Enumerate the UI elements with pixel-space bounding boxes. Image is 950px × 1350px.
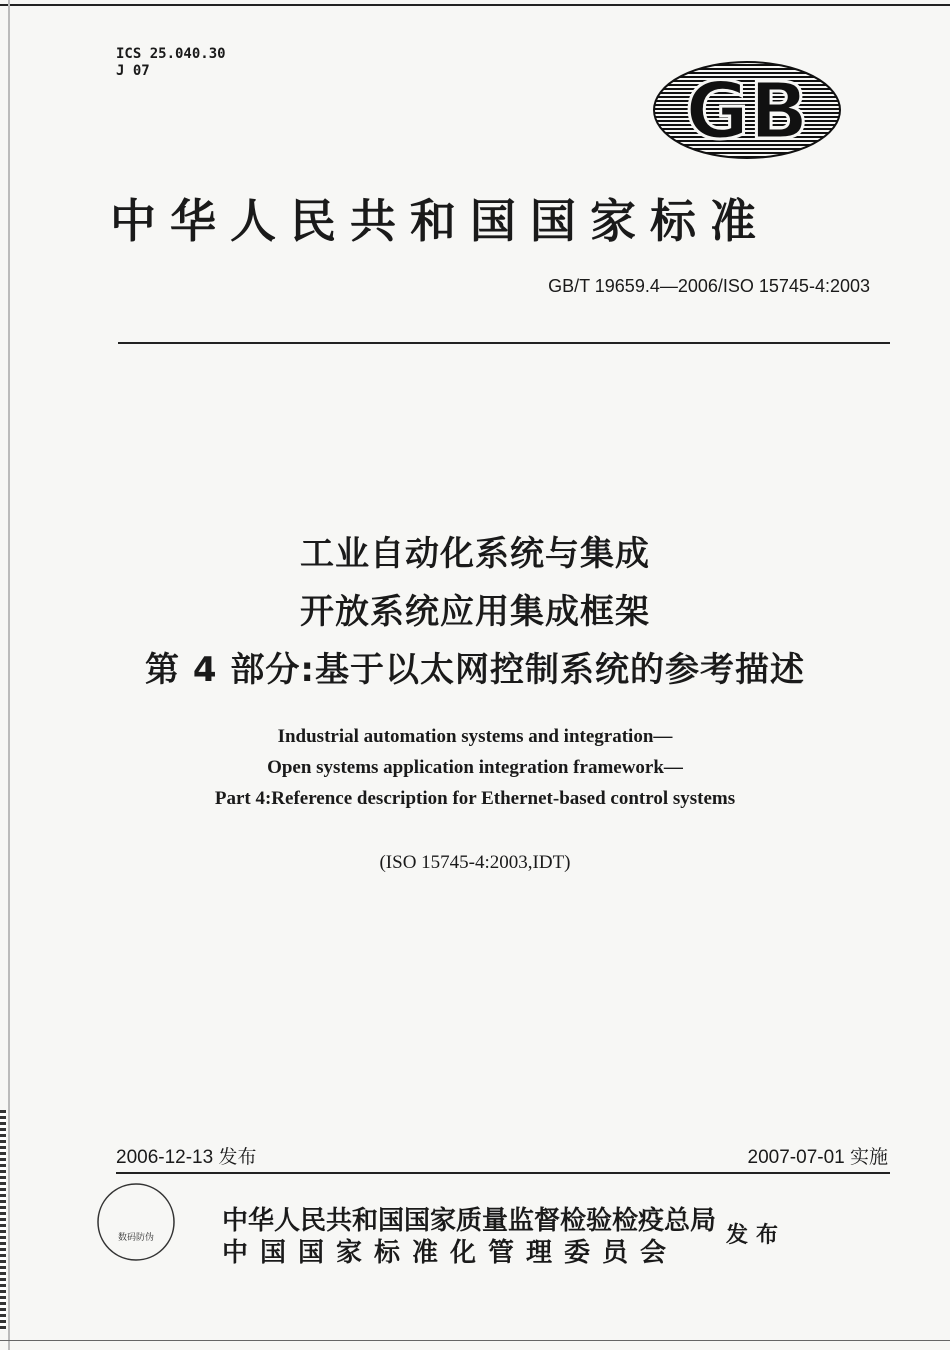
svg-text:GB: GB (685, 67, 809, 157)
top-border (0, 4, 950, 6)
standard-type-title: 中华人民共和国国家标准 (110, 194, 770, 248)
gb-logo (652, 60, 842, 160)
svg-text:数码防伪: 数码防伪 (117, 1233, 155, 1243)
issuer-sac: 中国国家标准化管理委员会 (222, 1238, 679, 1268)
issuer-aqsiq: 中华人民共和国国家质量监督检验检疫总局 (222, 1206, 717, 1236)
title-cn-line2: 开放系统应用集成框架 (300, 592, 650, 632)
footer-divider (116, 1172, 890, 1174)
title-cn-line1: 工业自动化系统与集成 (300, 534, 650, 574)
publish-label: 发布 (726, 1222, 787, 1248)
title-en-line1: Industrial automation systems and integration— (277, 726, 673, 747)
ics-code: ICS 25.040.30 (116, 46, 226, 62)
title-en-line2: Open systems application integration framework— (267, 757, 683, 778)
anti-counterfeit-seal-icon (94, 1180, 178, 1264)
issue-date: 2006-12-13 发布 (116, 1147, 257, 1168)
ccs-code: J 07 (116, 63, 150, 79)
iso-equivalence: (ISO 15745-4:2003,IDT) (379, 852, 571, 873)
standard-number: GB/T 19659.4—2006/ISO 15745-4:2003 (548, 276, 870, 296)
classification-codes (116, 46, 226, 80)
left-border (8, 0, 10, 1350)
title-en-line3: Part 4:Reference description for Ethernet-based control systems (214, 788, 736, 809)
title-cn-line3: 第 4 部分:基于以太网控制系统的参考描述 (145, 650, 805, 690)
binding-stripe (0, 1110, 6, 1330)
implementation-date: 2007-07-01 实施 (747, 1147, 888, 1168)
bottom-border (0, 1340, 950, 1341)
header-divider (118, 342, 890, 344)
